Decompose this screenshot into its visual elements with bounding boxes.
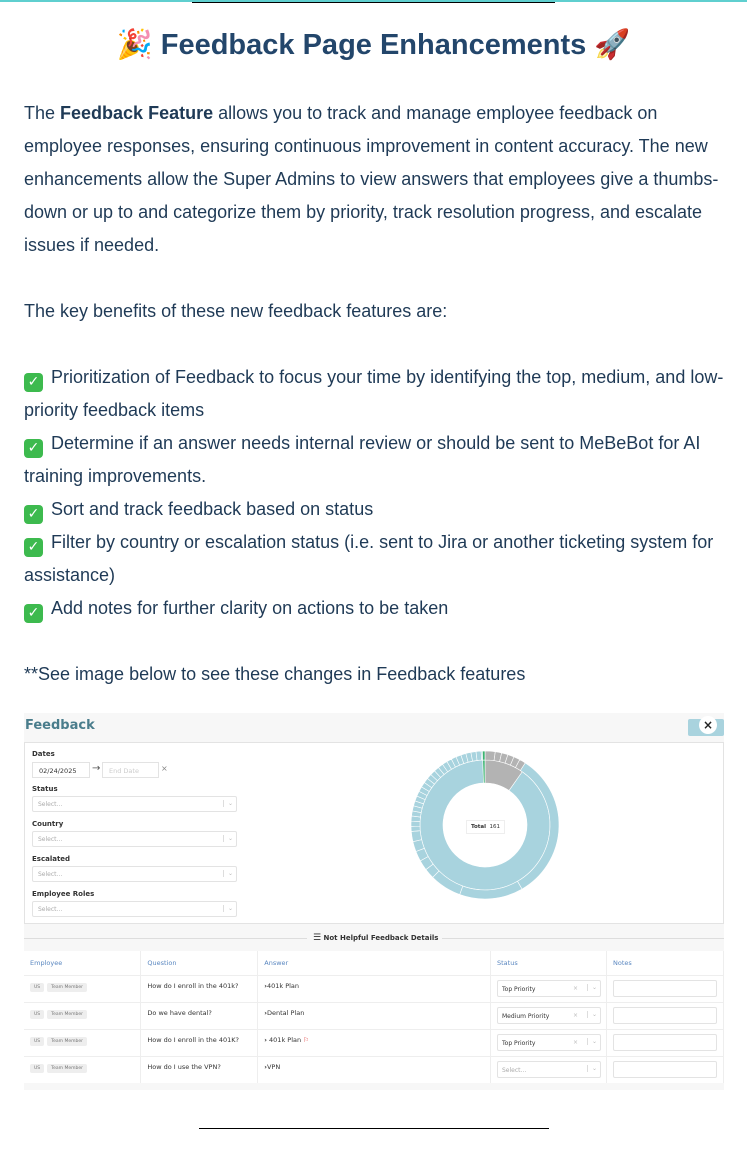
status-select[interactable]: Medium Priority × ⌄ (497, 1007, 601, 1024)
see-image-note: **See image below to see these changes in Feedback features (24, 664, 526, 684)
role-tag: Team Member (47, 983, 87, 992)
filter-label: Status (32, 785, 58, 793)
feedback-screenshot (24, 713, 724, 1090)
filter-label: Country (32, 820, 64, 828)
chevron-down-icon: ⌄ (223, 870, 233, 877)
benefit-item: ✓ Filter by country or escalation status (i.e. sent to Jira or another ticketing system for assistance) (24, 532, 714, 585)
dates-label: Dates (32, 750, 55, 758)
column-header[interactable]: Employee (24, 951, 141, 975)
column-header[interactable]: Status (491, 951, 607, 975)
question-cell: How do I use the VPN? (141, 1056, 258, 1083)
column-header[interactable]: Notes (606, 951, 723, 975)
clear-icon[interactable]: × (572, 984, 578, 992)
benefit-item: ✓ Prioritization of Feedback to focus your time by identifying the top, medium, and low-priority feedback items (24, 367, 724, 420)
chevron-down-icon: ⌄ (223, 800, 233, 807)
role-tag: Team Member (47, 1037, 87, 1046)
checkmark-icon: ✓ (24, 505, 43, 524)
donut-outer-segment[interactable] (482, 751, 485, 760)
checkmark-icon: ✓ (24, 439, 43, 458)
filter-select[interactable]: Select... ⌄ (32, 831, 237, 847)
chevron-down-icon: ⌄ (587, 984, 597, 991)
filter-select[interactable]: Select... ⌄ (32, 796, 237, 812)
table-row[interactable] (24, 1056, 724, 1083)
party-popper-icon: 🎉 (116, 29, 153, 61)
donut-outer-segment[interactable] (476, 751, 482, 760)
country-tag: US (30, 1037, 44, 1046)
table-row[interactable] (24, 975, 724, 1002)
country-tag: US (30, 1010, 44, 1019)
role-tag: Team Member (47, 1010, 87, 1019)
clear-icon[interactable]: × (572, 1011, 578, 1019)
answer-cell[interactable]: ›401k Plan (258, 975, 491, 1002)
checkmark-icon: ✓ (24, 538, 43, 557)
column-header[interactable]: Question (141, 951, 258, 975)
filter-select[interactable]: Select... ⌄ (32, 866, 237, 882)
table-row[interactable] (24, 1002, 724, 1029)
rocket-icon: 🚀 (594, 29, 631, 61)
chevron-down-icon: ⌄ (587, 1065, 597, 1072)
benefit-item: ✓ Sort and track feedback based on status (24, 493, 729, 526)
end-date-input[interactable]: End Date (102, 762, 159, 778)
donut-outer-segment[interactable] (485, 751, 495, 761)
clear-icon[interactable]: × (572, 1038, 578, 1046)
country-tag: US (30, 1064, 44, 1073)
arrow-icon: → (92, 763, 101, 774)
feedback-heading: Feedback (25, 718, 95, 733)
benefits-list (24, 361, 729, 625)
answer-cell[interactable]: ›VPN (258, 1056, 491, 1083)
chevron-down-icon: ⌄ (587, 1011, 597, 1018)
list-icon: ☰ (313, 933, 322, 943)
table-row[interactable] (24, 1029, 724, 1056)
filter-select[interactable]: Select... ⌄ (32, 901, 237, 917)
filter-label: Escalated (32, 855, 71, 863)
notes-input[interactable] (613, 1034, 717, 1051)
divider-top (192, 2, 555, 3)
benefit-item: ✓ Add notes for further clarity on actions to be taken (24, 592, 729, 625)
chevron-down-icon: ⌄ (587, 1038, 597, 1045)
donut-outer-segment[interactable] (411, 821, 420, 826)
filter-label: Employee Roles (32, 890, 95, 898)
donut-outer-segment[interactable] (411, 831, 421, 842)
benefits-intro: The key benefits of these new feedback features are: (24, 301, 448, 321)
article-body (24, 97, 729, 691)
divider-bottom (199, 1128, 549, 1129)
donut-total-label: Total 161 (466, 820, 505, 834)
feedback-table (24, 951, 724, 1083)
chevron-down-icon: ⌄ (223, 835, 233, 842)
checkmark-icon: ✓ (24, 373, 43, 392)
question-cell: How do I enroll in the 401K? (141, 1029, 258, 1056)
notes-input[interactable] (613, 1007, 717, 1024)
filter-panel (24, 742, 724, 924)
answer-cell[interactable]: ›Dental Plan (258, 1002, 491, 1029)
answer-cell[interactable]: › 401k Plan ⚐ (258, 1029, 491, 1056)
clear-dates-icon[interactable]: × (161, 764, 168, 773)
start-date-input[interactable]: 02/24/2025 (32, 762, 90, 778)
status-select[interactable]: Select... ⌄ (497, 1061, 601, 1078)
column-header[interactable]: Answer (258, 951, 491, 975)
checkmark-icon: ✓ (24, 604, 43, 623)
status-select[interactable]: Top Priority × ⌄ (497, 1034, 601, 1051)
notes-input[interactable] (613, 1061, 717, 1078)
page-title: 🎉 Feedback Page Enhancements 🚀 (116, 29, 631, 61)
donut-outer-segment[interactable] (411, 826, 420, 831)
status-select[interactable]: Top Priority × ⌄ (497, 980, 601, 997)
question-cell: How do I enroll in the 401k? (141, 975, 258, 1002)
close-icon[interactable]: × (699, 716, 717, 734)
intro-paragraph: The Feedback Feature allows you to track and manage employee feedback on employee responses, ensuring continuous improvement in content accuracy. The new enhancements allow the Super Admins to view answers that employees give a thumbs-down or up to and categorize them by priority, track resolution progress, and escalate issues if needed. (24, 103, 719, 255)
flag-icon: ⚐ (303, 1035, 310, 1044)
role-tag: Team Member (47, 1064, 87, 1073)
question-cell: Do we have dental? (141, 1002, 258, 1029)
notes-input[interactable] (613, 980, 717, 997)
chevron-down-icon: ⌄ (223, 905, 233, 912)
country-tag: US (30, 983, 44, 992)
details-section-header: ☰ Not Helpful Feedback Details (24, 931, 724, 943)
benefit-item: ✓ Determine if an answer needs internal review or should be sent to MeBeBot for AI training improvements. (24, 433, 701, 486)
